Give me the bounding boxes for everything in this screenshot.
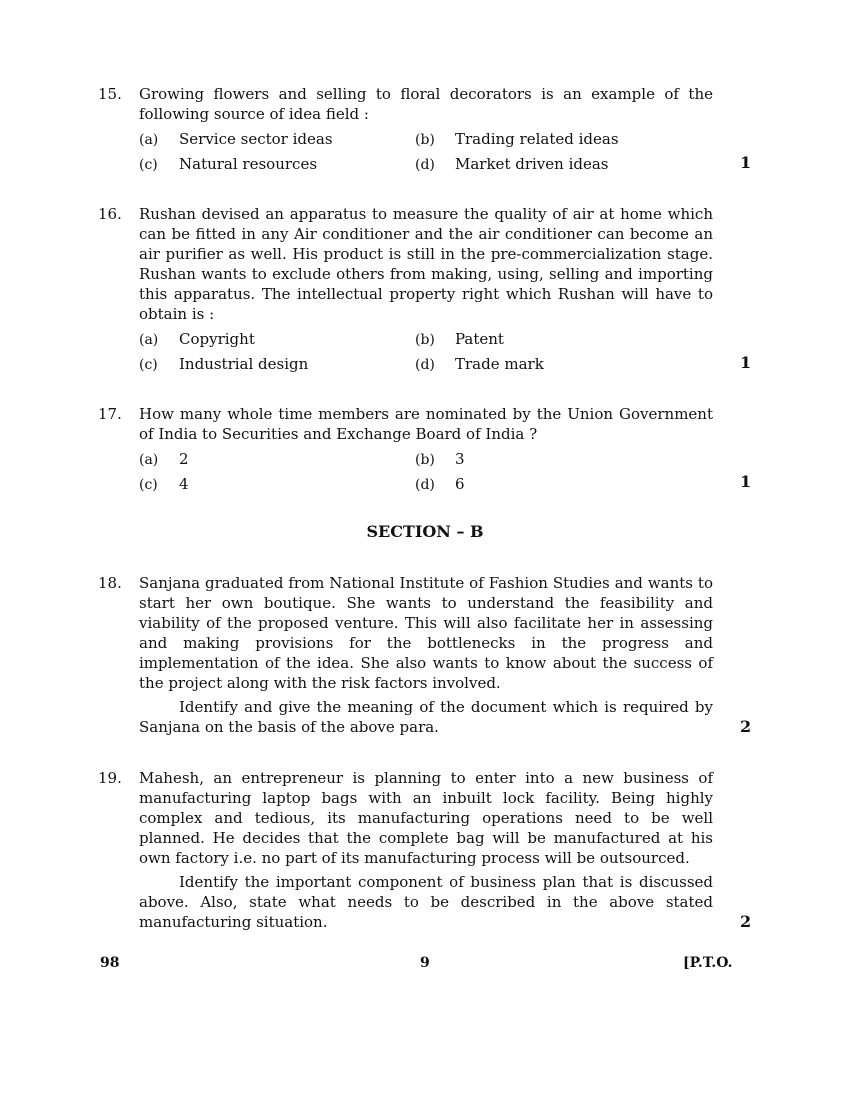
option-d: (d) Market driven ideas — [415, 155, 609, 173]
question-number: 15. — [98, 85, 122, 103]
option-b: (b) Trading related ideas — [415, 130, 619, 148]
question-18 — [98, 573, 718, 737]
question-15 — [98, 84, 718, 179]
option-a: (a) Copyright — [139, 330, 255, 348]
question-number: 16. — [98, 205, 122, 223]
page-number: 9 — [420, 955, 430, 971]
option-d: (d) Trade mark — [415, 355, 544, 373]
question-instruction: Identify the important component of business plan that is discussed above. Also, state what needs to be described in the above stated manufacturing situation. — [139, 873, 713, 931]
question-number: 18. — [98, 574, 122, 592]
question-text: Sanjana graduated from National Institute of Fashion Studies and wants to start her own boutique. She wants to understand the feasibility and viability of the proposed venture. This will also facilitate her in assessing and making provisions for the bottlenecks in the progress and implementation of the idea. She also wants to know about the success of the project along with the risk factors involved. — [139, 574, 713, 692]
paper-code: 98 — [100, 955, 120, 971]
options — [139, 129, 713, 179]
marks: 1 — [740, 472, 752, 491]
option-a: (a) 2 — [139, 450, 189, 468]
question-text: Mahesh, an entrepreneur is planning to enter into a new business of manufacturing laptop bags with an inbuilt lock facility. Being highly complex and tedious, its manufacturing operations need to be well planned. He decides that the complete bag will be manufactured at his own factory i.e. no part of its manufacturing process will be outsourced. — [139, 769, 713, 867]
question-17 — [98, 404, 718, 499]
question-text: Rushan devised an apparatus to measure the quality of air at home which can be fitted in any Air conditioner and the air conditioner can become an air purifier as well. His product is still in the pre-commercialization stage. Rushan wants to exclude others from making, using, selling and importing this apparatus. The intellectual property right which Rushan will have to obtain is : — [139, 205, 713, 323]
marks: 1 — [740, 153, 752, 172]
question-number: 17. — [98, 405, 122, 423]
question-number: 19. — [98, 769, 122, 787]
question-text: Growing flowers and selling to floral decorators is an example of the following source of idea field : — [139, 85, 713, 123]
question-19 — [98, 768, 718, 932]
marks: 2 — [740, 717, 752, 736]
question-instruction: Identify and give the meaning of the document which is required by Sanjana on the basis of the above para. — [139, 698, 713, 736]
option-c: (c) Natural resources — [139, 155, 318, 173]
marks: 2 — [740, 912, 752, 931]
options — [139, 329, 713, 379]
option-b: (b) 3 — [415, 450, 465, 468]
please-turn-over: [P.T.O. — [683, 955, 733, 971]
options — [139, 449, 713, 499]
question-text: How many whole time members are nominated by the Union Government of India to Securities and Exchange Board of India ? — [139, 405, 713, 443]
option-c: (c) 4 — [139, 475, 189, 493]
option-a: (a) Service sector ideas — [139, 130, 333, 148]
option-d: (d) 6 — [415, 475, 465, 493]
question-16 — [98, 204, 718, 379]
section-heading: SECTION – B — [366, 522, 484, 541]
option-c: (c) Industrial design — [139, 355, 309, 373]
marks: 1 — [740, 353, 752, 372]
option-b: (b) Patent — [415, 330, 504, 348]
